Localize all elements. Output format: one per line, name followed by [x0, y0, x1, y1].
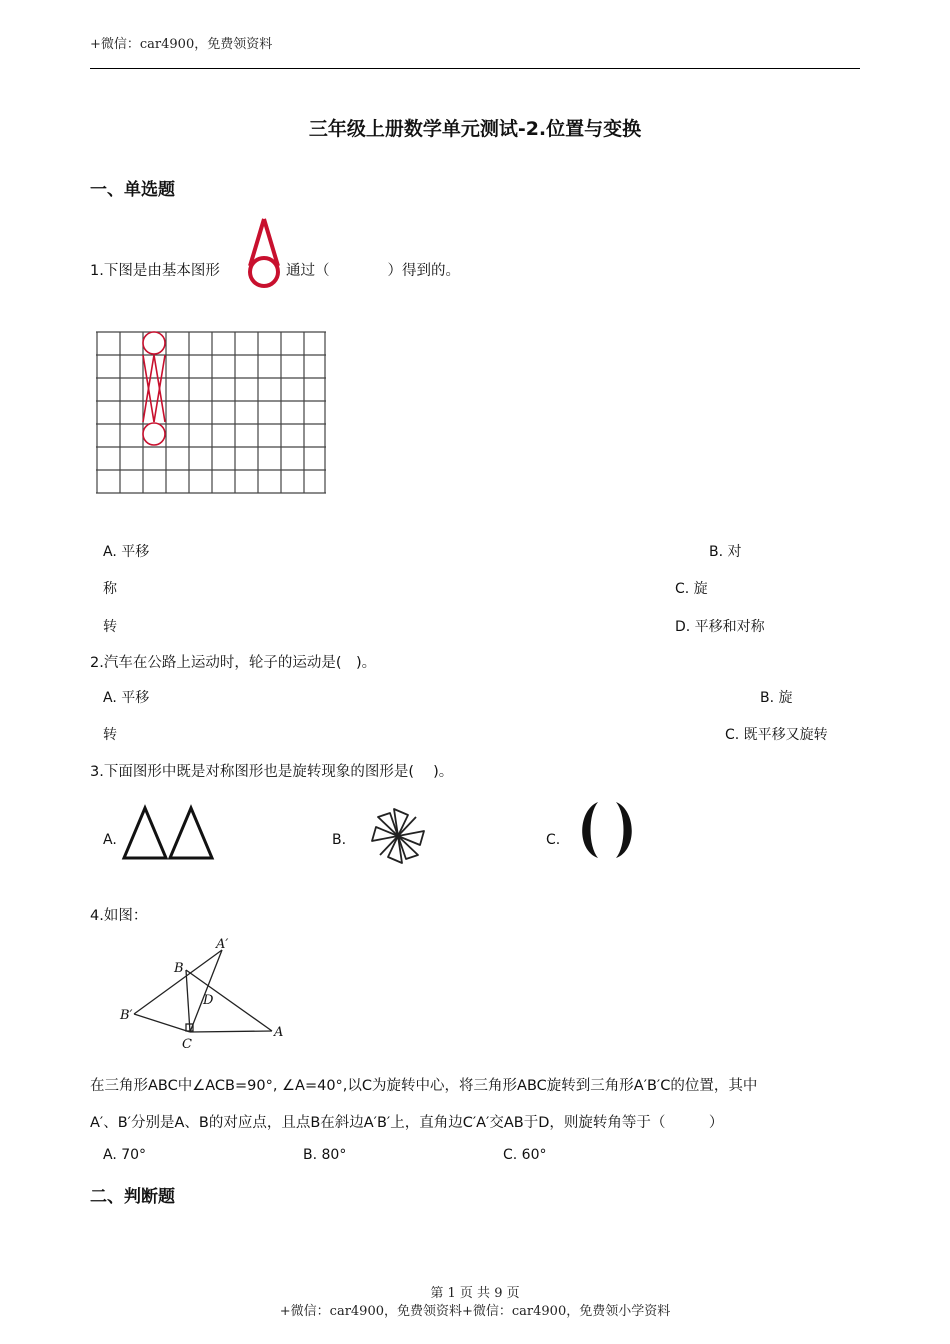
q3-option-b-label[interactable]: B.	[332, 832, 347, 848]
label-a: A	[274, 1025, 284, 1040]
q1-text-suffix: 通过（ ）得到的。	[286, 263, 460, 279]
q4-option-a[interactable]: A. 70°	[103, 1147, 147, 1163]
q1-grid-figure	[96, 330, 328, 496]
q4-rotation-triangle-figure	[118, 932, 290, 1054]
q1-option-c[interactable]: C. 旋	[675, 581, 708, 597]
q3-option-a-label[interactable]: A.	[103, 832, 117, 848]
basic-shape-figure	[244, 216, 284, 290]
q2-option-b[interactable]: B. 旋	[760, 690, 793, 706]
page-title: 三年级上册数学单元测试-2.位置与变换	[308, 118, 642, 140]
q4-option-c[interactable]: C. 60°	[503, 1147, 547, 1163]
footer-note: +微信：car4900，免费领资料+微信：car4900，免费领小学资料	[279, 1304, 671, 1319]
q3-option-c-arcs-figure[interactable]	[574, 800, 640, 860]
section-heading-true-false: 二、判断题	[90, 1187, 175, 1207]
label-b-prime: B′	[120, 1008, 133, 1023]
q2-option-a[interactable]: A. 平移	[103, 690, 150, 706]
header-rule	[90, 68, 860, 69]
q1-option-d[interactable]: D. 平移和对称	[675, 619, 765, 635]
section-heading-single-choice: 一、单选题	[90, 180, 175, 200]
q3-option-b-pinwheel-figure[interactable]	[364, 803, 432, 869]
reflected-shape	[143, 332, 165, 445]
q2-option-b-cont: 转	[103, 727, 117, 743]
footer-page-number: 第 1 页 共 9 页	[430, 1286, 520, 1301]
q4-text: 4.如图：	[90, 908, 148, 924]
q3-text: 3.下面图形中既是对称图形也是旋转现象的图形是( )。	[90, 764, 454, 780]
q4-body-line1: 在三角形ABC中∠ACB=90°, ∠A=40°,以C为旋转中心，将三角形ABC旋转到三角形A′B′C的位置，其中	[90, 1078, 758, 1094]
label-d: D	[203, 993, 214, 1008]
q4-option-b[interactable]: B. 80°	[303, 1147, 347, 1163]
q1-option-a[interactable]: A. 平移	[103, 544, 150, 560]
q1-option-b-cont: 称	[103, 581, 117, 597]
q1-option-b[interactable]: B. 对	[709, 544, 742, 560]
q3-option-a-triangles-figure[interactable]	[122, 806, 214, 860]
label-c: C	[182, 1037, 192, 1052]
q3-option-c-label[interactable]: C.	[546, 832, 561, 848]
label-a-prime: A′	[216, 937, 229, 952]
label-b: B	[174, 961, 184, 976]
q4-body-line2: A′、B′分别是A、B的对应点，且点B在斜边A′B′上，直角边C′A′交AB于D，则旋转角等于（ ）	[90, 1115, 724, 1131]
q1-text-prefix: 1.下图是由基本图形	[90, 263, 220, 279]
grid-lines	[96, 332, 326, 493]
header-note: +微信：car4900，免费领资料	[90, 37, 273, 52]
q1-option-c-cont: 转	[103, 619, 117, 635]
q2-text: 2.汽车在公路上运动时，轮子的运动是( )。	[90, 655, 377, 671]
q2-option-c[interactable]: C. 既平移又旋转	[725, 727, 828, 743]
